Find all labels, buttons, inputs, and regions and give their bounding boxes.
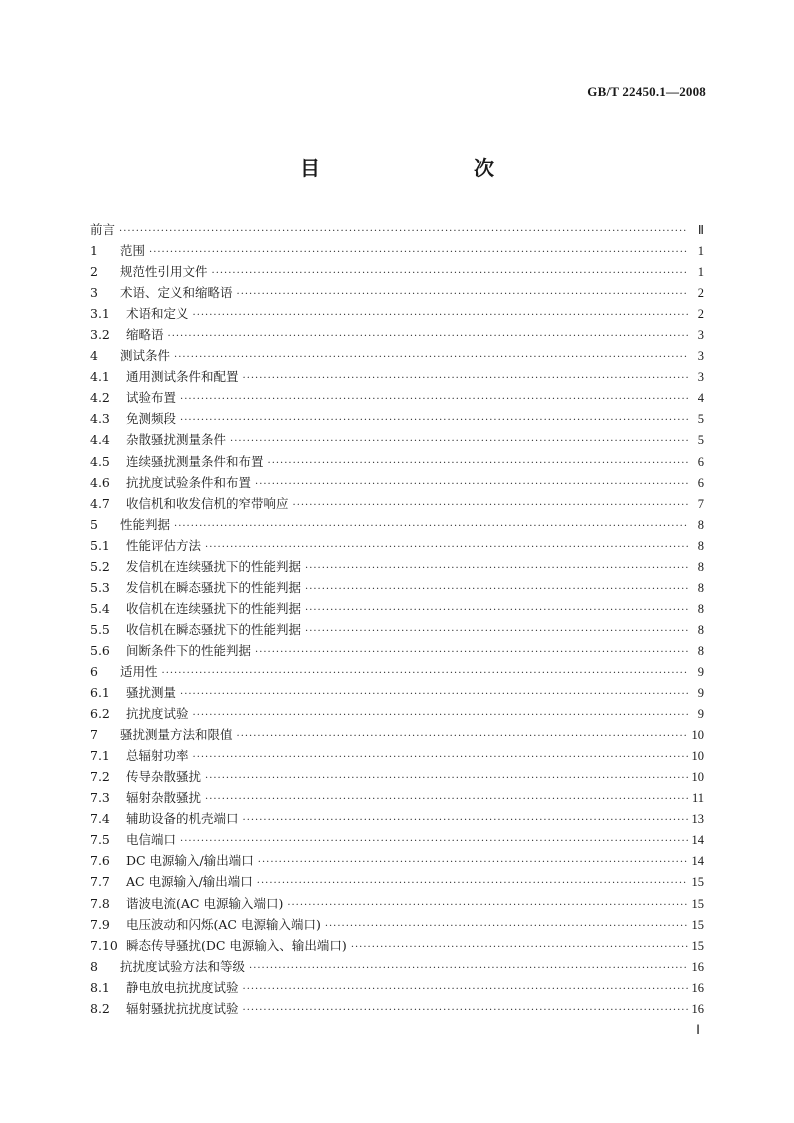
- toc-entry-label: 辐射骚扰抗扰度试验: [126, 1000, 239, 1016]
- toc-entry-number: 7.8: [90, 895, 110, 911]
- toc-leader-dots: [168, 326, 688, 347]
- toc-entry-label: 规范性引用文件: [120, 264, 208, 280]
- toc-entry-label: 性能判据: [120, 516, 171, 532]
- toc-entry-page: 8: [697, 622, 704, 637]
- toc-entry-label: 静电放电抗扰度试验: [126, 979, 239, 995]
- page-folio: Ⅰ: [696, 1022, 700, 1037]
- toc-entry-label: 术语和定义: [126, 306, 189, 322]
- toc-entry[interactable]: [90, 682, 704, 703]
- toc-entry-label: 电压波动和闪烁(AC 电源输入端口): [126, 916, 321, 932]
- toc-leader-dots: [230, 431, 688, 452]
- toc-entry[interactable]: [90, 535, 704, 556]
- toc-entry[interactable]: [90, 893, 704, 914]
- toc-entry-number: 2: [90, 264, 98, 280]
- toc-entry[interactable]: [90, 871, 704, 892]
- toc-entry-label: 术语、定义和缩略语: [120, 285, 233, 301]
- toc-entry-page: 1: [697, 265, 704, 280]
- toc-entry-number: 5.5: [90, 621, 110, 637]
- toc-leader-dots: [293, 495, 688, 516]
- toc-entry[interactable]: [90, 914, 704, 935]
- toc-entry-number: 4.5: [90, 453, 110, 469]
- toc-leader-dots: [237, 726, 688, 747]
- toc-leader-dots: [243, 979, 688, 1000]
- toc-entry-page: 10: [691, 770, 704, 785]
- toc-entry-page: 7: [697, 496, 704, 511]
- toc-leader-dots: [212, 263, 688, 284]
- toc-entry[interactable]: [90, 619, 704, 640]
- toc-entry[interactable]: [90, 387, 704, 408]
- toc-entry[interactable]: [90, 472, 704, 493]
- toc-entry-label: 通用测试条件和配置: [126, 369, 239, 385]
- toc-entry[interactable]: [90, 451, 704, 472]
- toc-leader-dots: [249, 958, 687, 979]
- toc-leader-dots: [149, 242, 688, 263]
- toc-entry-number: 3: [90, 285, 98, 301]
- toc-entry[interactable]: [90, 240, 704, 261]
- toc-entry-page: 9: [697, 707, 704, 722]
- toc-entry-page: 2: [697, 286, 704, 301]
- toc-entry-number: 4.3: [90, 411, 110, 427]
- toc-entry[interactable]: [90, 935, 704, 956]
- toc-entry-number: 4.2: [90, 390, 110, 406]
- toc-entry-page: 8: [697, 601, 704, 616]
- toc-leader-dots: [205, 537, 688, 558]
- toc-entry-label: DC 电源输入/输出端口: [126, 853, 254, 869]
- toc-entry-label: 谐波电流(AC 电源输入端口): [126, 895, 284, 911]
- toc-entry-label: 骚扰测量方法和限值: [120, 727, 233, 743]
- toc-entry[interactable]: [90, 998, 704, 1019]
- toc-entry-label: 发信机在连续骚扰下的性能判据: [126, 558, 302, 574]
- toc-entry-number: 7.9: [90, 916, 110, 932]
- toc-leader-dots: [180, 389, 688, 410]
- toc-leader-dots: [193, 747, 688, 768]
- toc-leader-dots: [243, 810, 688, 831]
- toc-leader-dots: [180, 684, 688, 705]
- toc-entry-number: 4.4: [90, 432, 110, 448]
- toc-entry-number: 4.1: [90, 369, 110, 385]
- toc-entry-page: 16: [691, 980, 704, 995]
- toc-entry-number: 1: [90, 243, 98, 259]
- toc-entry[interactable]: [90, 429, 704, 450]
- toc-entry[interactable]: [90, 766, 704, 787]
- toc-entry-label: 骚扰测量: [126, 685, 177, 701]
- toc-entry-label: 抗扰度试验条件和布置: [126, 474, 252, 490]
- toc-entry[interactable]: [90, 261, 704, 282]
- toc-entry-label: 试验布置: [126, 390, 177, 406]
- toc-entry-number: 7.4: [90, 811, 110, 827]
- toc-entry-label: 收信机在瞬态骚扰下的性能判据: [126, 621, 302, 637]
- toc-entry[interactable]: [90, 324, 704, 345]
- toc-entry[interactable]: [90, 366, 704, 387]
- toc-entry-page: 13: [691, 812, 704, 827]
- toc-entry-label: 电信端口: [126, 832, 177, 848]
- toc-entry[interactable]: [90, 514, 704, 535]
- toc-entry-label: 发信机在瞬态骚扰下的性能判据: [126, 579, 302, 595]
- toc-entry[interactable]: [90, 724, 704, 745]
- toc-entry-label: 范围: [120, 243, 146, 259]
- toc-entry-number: 6: [90, 663, 98, 679]
- toc-entry-number: 5.4: [90, 600, 110, 616]
- toc-entry[interactable]: [90, 703, 704, 724]
- toc-entry-number: 4: [90, 348, 98, 364]
- toc-entry-label: 传导杂散骚扰: [126, 769, 202, 785]
- toc-entry-number: 8.2: [90, 1000, 110, 1016]
- toc-entry-number: 4.6: [90, 474, 110, 490]
- toc-entry-page: 10: [691, 728, 704, 743]
- toc-leader-dots: [258, 852, 688, 873]
- toc-leader-dots: [162, 663, 688, 684]
- page-title: 目 次: [300, 156, 532, 180]
- toc-entry-page: 9: [697, 664, 704, 679]
- toc-leader-dots: [243, 368, 688, 389]
- toc-entry-page: 15: [691, 875, 704, 890]
- toc-leader-dots: [325, 916, 688, 937]
- toc-entry-number: 7.2: [90, 769, 110, 785]
- toc-entry-label: 测试条件: [120, 348, 171, 364]
- toc-leader-dots: [119, 221, 688, 242]
- toc-entry-page: 15: [691, 896, 704, 911]
- toc-entry-number: 7: [90, 727, 98, 743]
- toc-leader-dots: [243, 1000, 688, 1021]
- toc-entry[interactable]: [90, 956, 704, 977]
- toc-entry-number: 5.6: [90, 642, 110, 658]
- toc-entry[interactable]: [90, 850, 704, 871]
- toc-entry-page: 3: [697, 349, 704, 364]
- toc-entry-number: 5.1: [90, 537, 110, 553]
- toc-leader-dots: [205, 789, 688, 810]
- toc-leader-dots: [305, 558, 688, 579]
- toc-leader-dots: [193, 305, 688, 326]
- toc-entry-page: 14: [691, 833, 704, 848]
- toc-leader-dots: [305, 579, 688, 600]
- toc-entry-number: 3.2: [90, 327, 110, 343]
- toc-entry[interactable]: [90, 977, 704, 998]
- toc-entry-page: 4: [697, 391, 704, 406]
- toc-entry-number: 8.1: [90, 979, 110, 995]
- toc-leader-dots: [351, 937, 688, 958]
- toc-entry-page: 9: [697, 686, 704, 701]
- standard-number: GB/T 22450.1—2008: [587, 84, 706, 99]
- toc-entry-label: 免测频段: [126, 411, 177, 427]
- toc-entry-number: 5.3: [90, 579, 110, 595]
- toc-entry-label: 抗扰度试验: [126, 706, 189, 722]
- toc-leader-dots: [174, 347, 688, 368]
- toc-entry-number: 3.1: [90, 306, 110, 322]
- toc-entry-label: 前言: [90, 222, 116, 237]
- toc-entry-page: 8: [697, 559, 704, 574]
- toc-entry[interactable]: [90, 493, 704, 514]
- toc-leader-dots: [237, 284, 688, 305]
- toc-entry-page: 1: [697, 244, 704, 259]
- toc-entry-page: 16: [691, 1001, 704, 1016]
- toc-entry-page: 14: [691, 854, 704, 869]
- toc-entry-label: 间断条件下的性能判据: [126, 642, 252, 658]
- toc-entry-number: 7.1: [90, 748, 110, 764]
- toc-entry-label: 杂散骚扰测量条件: [126, 432, 227, 448]
- toc-entry-label: 缩略语: [126, 327, 164, 343]
- toc-entry-page: 8: [697, 580, 704, 595]
- toc-entry[interactable]: [90, 303, 704, 324]
- toc-entry-page: 11: [691, 791, 704, 806]
- toc-entry-page: 8: [697, 538, 704, 553]
- toc-entry-label: 适用性: [120, 663, 158, 679]
- toc-entry[interactable]: [90, 661, 704, 682]
- toc-leader-dots: [305, 621, 688, 642]
- toc-entry-label: 辐射杂散骚扰: [126, 790, 202, 806]
- toc-entry[interactable]: [90, 282, 704, 303]
- toc-leader-dots: [255, 474, 688, 495]
- toc-entry-page: Ⅱ: [697, 223, 704, 237]
- toc-entry[interactable]: [90, 219, 704, 240]
- toc-entry-page: 15: [691, 917, 704, 932]
- toc-leader-dots: [205, 768, 687, 789]
- toc-leader-dots: [174, 516, 688, 537]
- toc-entry[interactable]: [90, 745, 704, 766]
- toc-entry-label: 辅助设备的机壳端口: [126, 811, 239, 827]
- table-of-contents: [90, 219, 704, 1019]
- toc-entry-page: 10: [691, 749, 704, 764]
- toc-leader-dots: [255, 642, 688, 663]
- toc-entry-number: 7.3: [90, 790, 110, 806]
- toc-entry-number: 4.7: [90, 495, 110, 511]
- toc-entry-label: 总辐射功率: [126, 748, 189, 764]
- toc-entry-number: 5.2: [90, 558, 110, 574]
- toc-entry-page: 8: [697, 643, 704, 658]
- toc-entry-page: 16: [691, 959, 704, 974]
- toc-entry-page: 5: [697, 433, 704, 448]
- toc-leader-dots: [193, 705, 688, 726]
- toc-entry-page: 3: [697, 328, 704, 343]
- toc-leader-dots: [268, 453, 688, 474]
- toc-entry-number: 6.2: [90, 706, 110, 722]
- toc-entry-number: 8: [90, 958, 98, 974]
- toc-entry-number: 7.5: [90, 832, 110, 848]
- toc-entry-number: 5: [90, 516, 98, 532]
- toc-entry[interactable]: [90, 829, 704, 850]
- toc-leader-dots: [287, 895, 687, 916]
- toc-entry-page: 6: [697, 475, 704, 490]
- toc-entry[interactable]: [90, 640, 704, 661]
- toc-entry-number: 7.7: [90, 874, 110, 890]
- toc-entry[interactable]: [90, 787, 704, 808]
- toc-entry-number: 7.10: [90, 937, 118, 953]
- toc-leader-dots: [180, 831, 687, 852]
- toc-entry-label: 性能评估方法: [126, 537, 202, 553]
- toc-entry-number: 7.6: [90, 853, 110, 869]
- toc-entry-label: AC 电源输入/输出端口: [126, 874, 253, 890]
- toc-leader-dots: [305, 600, 688, 621]
- toc-entry-page: 8: [697, 517, 704, 532]
- toc-entry-page: 6: [697, 454, 704, 469]
- toc-entry-label: 收信机在连续骚扰下的性能判据: [126, 600, 302, 616]
- toc-entry-page: 15: [691, 938, 704, 953]
- toc-entry[interactable]: [90, 408, 704, 429]
- toc-entry-page: 3: [697, 370, 704, 385]
- toc-entry-page: 5: [697, 412, 704, 427]
- toc-leader-dots: [257, 873, 688, 894]
- toc-entry[interactable]: [90, 556, 704, 577]
- toc-entry[interactable]: [90, 345, 704, 366]
- toc-leader-dots: [180, 410, 688, 431]
- toc-entry[interactable]: [90, 577, 704, 598]
- toc-entry-page: 2: [697, 307, 704, 322]
- toc-entry-label: 抗扰度试验方法和等级: [120, 958, 246, 974]
- toc-entry[interactable]: [90, 808, 704, 829]
- toc-entry-number: 6.1: [90, 685, 110, 701]
- toc-entry-label: 瞬态传导骚扰(DC 电源输入、输出端口): [126, 937, 347, 953]
- toc-entry[interactable]: [90, 598, 704, 619]
- toc-entry-label: 连续骚扰测量条件和布置: [126, 453, 264, 469]
- toc-entry-label: 收信机和收发信机的窄带响应: [126, 495, 289, 511]
